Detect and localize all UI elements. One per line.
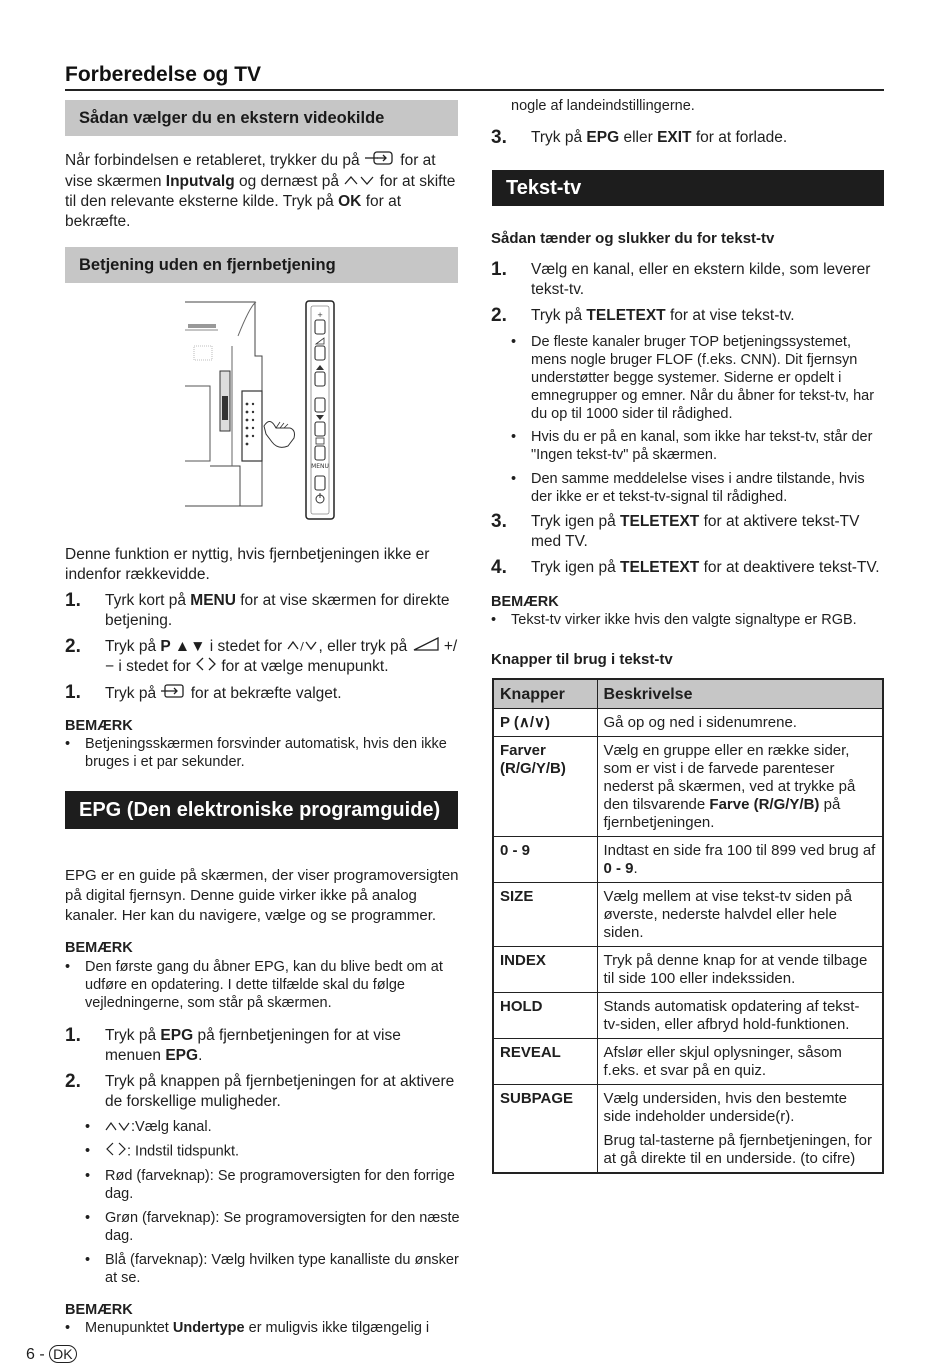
teletext-bullet: • Den samme meddelelse vises i andre tilstande, hvis der ikke er et tekst-tv-signal til rådighed. <box>511 471 865 505</box>
no-remote-step-3: 1. Tryk på for at bekræfte valget. <box>65 682 342 703</box>
teletext-bullet: • Hvis du er på en kanal, som ikke har tekst-tv, står der "Ingen tekst-tv" på skærmen. <box>511 429 873 463</box>
no-remote-step-2: 2. Tryk på P ▲▼ i stedet for / , eller tryk på +/− i stedet for for at vælge menupunkt. <box>65 636 458 676</box>
epg-option: • Blå (farveknap): Vælg hvilken type kanalliste du ønsker at se. <box>85 1252 459 1286</box>
no-remote-intro: Denne funktion er nyttig, hvis fjernbetjeningen ikke er indenfor rækkevidde. <box>65 546 430 583</box>
teletext-subheading: Sådan tænder og slukker du for tekst-tv <box>491 230 775 247</box>
description-cell: Vælg mellem at vise tekst-tv siden på øverste, nederste halvdel eller hele siden. <box>597 883 883 947</box>
teletext-step-2: 2. Tryk på TELETEXT for at vise tekst-tv. <box>491 305 795 326</box>
page-title: Forberedelse og TV <box>65 63 262 86</box>
description-cell: Stands automatisk opdatering af tekst-tv-siden, eller afbryd hold-funktionen. <box>597 993 883 1039</box>
epg-step-3: 3. Tryk på EPG eller EXIT for at forlade. <box>491 127 788 148</box>
key-cell: HOLD <box>493 993 597 1039</box>
column-header: Knapper <box>493 679 597 709</box>
title-rule <box>65 89 884 91</box>
description-cell: Gå op og ned i sidenumrene. <box>597 709 883 737</box>
epg-note: • Den første gang du åbner EPG, kan du blive bedt om at udføre en opdatering. I dette tilfælde skal du følge vejledningerne, som står på skærmen. <box>65 959 443 1011</box>
section-heading-teletext: Tekst-tv <box>492 170 884 206</box>
table-row <box>493 947 883 993</box>
table-row <box>493 1085 883 1174</box>
note-heading: BEMÆRK <box>65 1302 133 1318</box>
page-footer <box>26 1345 77 1364</box>
svg-text:/: / <box>300 640 305 651</box>
key-cell: P (∧/∨) <box>493 709 597 737</box>
table-row <box>493 709 883 737</box>
volume-icon <box>412 637 440 657</box>
menu-label: MENU <box>311 463 329 470</box>
page-number: 6 - <box>26 1346 45 1363</box>
epg-step-1: 1. Tryk på EPG på fjernbetjeningen for at vise menuen EPG. <box>65 1025 401 1064</box>
teletext-note: • Tekst-tv virker ikke hvis den valgte signaltype er RGB. <box>491 612 857 628</box>
description-cell: Afslør eller skjul oplysninger, såsom f.eks. et svar på en quiz. <box>597 1039 883 1085</box>
column-header: Beskrivelse <box>597 679 883 709</box>
section-heading-no-remote: Betjening uden en fjernbetjening <box>65 247 458 283</box>
key-cell: 0 - 9 <box>493 837 597 883</box>
key-cell: Farver (R/G/Y/B) <box>493 737 597 837</box>
table-row <box>493 837 883 883</box>
section-heading-epg: EPG (Den elektroniske programguide) <box>65 791 458 829</box>
svg-text:+: + <box>317 311 323 319</box>
left-right-arrows-icon <box>105 1142 127 1161</box>
epg-option: • Grøn (farveknap): Se programoversigten for den næste dag. <box>85 1210 460 1244</box>
note-heading: BEMÆRK <box>65 718 133 734</box>
no-remote-note: • Betjeningsskærmen forsvinder automatisk, hvis den ikke bruges i et par sekunder. <box>65 736 447 770</box>
table-header-row <box>493 679 883 709</box>
key-cell: REVEAL <box>493 1039 597 1085</box>
teletext-keys-table <box>492 678 884 1174</box>
description-cell: Vælg undersiden, hvis den bestemte side indeholder underside(r). Brug tal-tasterne på fjernbetjeningen, for at gå direkte til en underside. (to cifre) <box>597 1085 883 1174</box>
key-cell: INDEX <box>493 947 597 993</box>
tv-side-panel-illustration <box>180 296 340 527</box>
up-down-arrows-icon <box>286 637 318 657</box>
table-title: Knapper til brug i tekst-tv <box>491 651 673 668</box>
epg-intro: EPG er en guide på skærmen, der viser programoversigten på digital fjernsyn. Denne guide virker ikke på analog kanaler. Her kan du navigere, vælge og se programmer. <box>65 867 459 924</box>
teletext-bullet: • De fleste kanaler bruger TOP betjeningssystemet, mens nogle bruger FLOF (f.eks. CNN). Dit fjernsyn understøtter begge systemer. Siderne er opdelt i emnegrupper og emner. Når du åbner for tekst-tv, har du op til 1000 sider til rådighed. <box>511 334 875 422</box>
key-cell: SIZE <box>493 883 597 947</box>
epg-note-2: • Menupunktet Undertype er muligvis ikke tilgængelig i <box>65 1320 430 1336</box>
up-down-arrows-icon <box>343 172 375 192</box>
external-source-paragraph: Når forbindelsen e retableret, trykker du på for at vise skærmen Inputvalg og dernæst på for at skifte til den relevante eksterne kilde. Tryk på OK for at bekræfte. <box>65 150 460 232</box>
input-icon <box>160 683 186 705</box>
input-icon <box>364 150 396 172</box>
teletext-step-1: 1. Vælg en kanal, eller en ekstern kilde, som leverer tekst-tv. <box>491 259 871 298</box>
table-row <box>493 993 883 1039</box>
table-row <box>493 883 883 947</box>
continued-text: nogle af landeindstillingerne. <box>511 98 695 114</box>
epg-step-2: 2. Tryk på knappen på fjernbetjeningen for at aktivere de forskellige muligheder. <box>65 1071 455 1110</box>
description-cell: Indtast en side fra 100 til 899 ved brug af 0 - 9. <box>597 837 883 883</box>
up-down-arrows-icon <box>105 1118 131 1136</box>
teletext-step-3: 3. Tryk igen på TELETEXT for at aktivere tekst-TV med TV. <box>491 511 860 550</box>
epg-option: • : Indstil tidspunkt. <box>85 1143 240 1160</box>
left-right-arrows-icon <box>195 657 217 677</box>
no-remote-step-1: 1. Tyrk kort på MENU for at vise skærmen for direkte betjening. <box>65 590 450 629</box>
table-row <box>493 737 883 837</box>
table-row <box>493 1039 883 1085</box>
note-heading: BEMÆRK <box>491 594 559 610</box>
key-cell: SUBPAGE <box>493 1085 597 1174</box>
epg-option: • Rød (farveknap): Se programoversigten for den forrige dag. <box>85 1168 455 1202</box>
language-badge: DK <box>49 1345 76 1363</box>
epg-option: • :Vælg kanal. <box>85 1119 212 1135</box>
section-heading-external-source: Sådan vælger du en ekstern videokilde <box>65 100 458 136</box>
description-cell: Tryk på denne knap for at vende tilbage til side 100 eller indekssiden. <box>597 947 883 993</box>
teletext-step-4: 4. Tryk igen på TELETEXT for at deaktivere tekst-TV. <box>491 557 880 578</box>
description-cell: Vælg en gruppe eller en række sider, som er vist i de farvede parenteser nederst på skærmen, ved at trykke på den tilsvarende Farve (R/G/Y/B) på fjernbetjeningen. <box>597 737 883 837</box>
note-heading: BEMÆRK <box>65 940 133 956</box>
